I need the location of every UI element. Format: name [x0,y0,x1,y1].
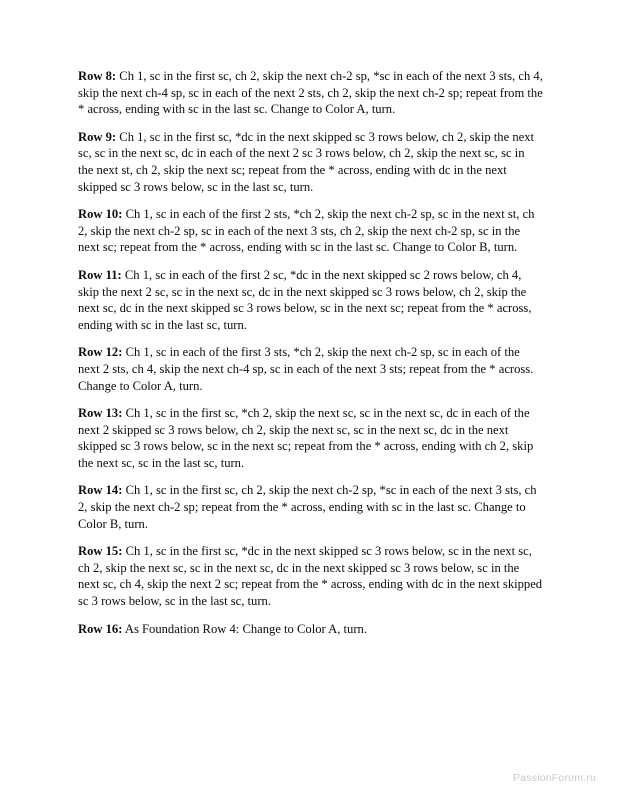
paragraph-row-10 [78,206,543,256]
row-label: Row 12: [78,345,123,360]
row-label: Row 8: [78,69,117,83]
paragraph-row-13 [78,405,543,471]
row-instructions: Ch 1, sc in each of the first 2 sc, *dc in the next skipped sc 2 rows below, ch 4, skip the next 2 sc, sc in the next sc, dc in the next skipped sc 3 rows below, ch 2, skip the next sc, dc in the next skipped sc 3 rows below, sc in the next sc; repeat from the * across, ending with sc in the last sc, turn. [78,267,532,332]
row-label: Row 13: [78,406,123,421]
row-label: Row 11: [78,267,122,282]
row-instructions: Ch 1, sc in each of the first 2 sts, *ch 2, skip the next ch-2 sp, sc in the next st, ch 2, skip the next ch-2 sp, sc in each of the next 3 sts, ch 2, skip the next ch-2 sp, sc in the next sc; repeat from the * across, ending with sc in the last sc. Change to Color B, turn. [78,207,535,255]
paragraph-row-11 [78,267,543,333]
row-instructions: Ch 1, sc in the first sc, *dc in the next skipped sc 3 rows below, ch 2, skip the next sc, sc in the next sc, dc in each of the next 2 sc 3 rows below, ch 2, skip the next sc, sc in the next st, ch 2, skip the next sc; repeat from the * across, ending with dc in the next skipped sc 3 rows below, sc in the last sc, turn. [78,129,534,194]
row-label: Row 14: [78,483,123,498]
paragraph-row-15 [78,543,543,609]
row-label: Row 16: [78,621,123,636]
row-instructions: Ch 1, sc in each of the first 3 sts, *ch 2, skip the next ch-2 sp, sc in each of the next 2 sts, ch 4, skip the next ch-4 sp, sc in each of the next 3 sts; repeat from the * across. Change to Color A, turn. [78,345,534,393]
paragraph-row-12 [78,344,543,394]
row-instructions: Ch 1, sc in the first sc, *ch 2, skip the next sc, sc in the next sc, dc in each of the next 2 skipped sc 3 rows below, ch 2, skip the next sc, sc in the next sc, dc in the next skipped sc 3 rows below, sc in the next sc; repeat from the * across, ending with ch 2, skip the next sc, sc in the last sc, turn. [78,406,534,470]
paragraph-row-16 [78,621,543,638]
watermark: PassionForum.ru [513,772,596,784]
row-instructions: Ch 1, sc in the first sc, *dc in the next skipped sc 3 rows below, sc in the next sc, ch 2, skip the next sc, sc in the next sc, dc in the next skipped sc 3 rows below, sc in the next sc, ch 4, skip the next 2 sc; repeat from the * across, ending with dc in the next skipped sc 3 rows below, sc in the last sc, turn. [78,544,543,609]
row-label: Row 9: [78,129,117,144]
row-label: Row 10: [78,207,123,222]
document-body [78,68,543,637]
row-instructions: Ch 1, sc in the first sc, ch 2, skip the next ch-2 sp, *sc in each of the next 3 sts, ch 2, skip the next ch-2 sp; repeat from the * across, ending with sc in the last sc. Change to Color B, turn. [78,483,537,531]
row-label: Row 15: [78,544,123,559]
row-instructions: As Foundation Row 4: Change to Color A, turn. [122,621,367,636]
paragraph-row-9 [78,129,543,195]
paragraph-row-14 [78,482,543,532]
row-instructions: Ch 1, sc in the first sc, ch 2, skip the next ch-2 sp, *sc in each of the next 3 sts, ch 4, skip the next ch-4 sp, sc in each of the next 2 sts, ch 2, skip the next ch-2 sp; repeat from the * across, ending with sc in the last sc. Change to Color A, turn. [78,69,543,117]
paragraph-row-8 [78,68,543,118]
